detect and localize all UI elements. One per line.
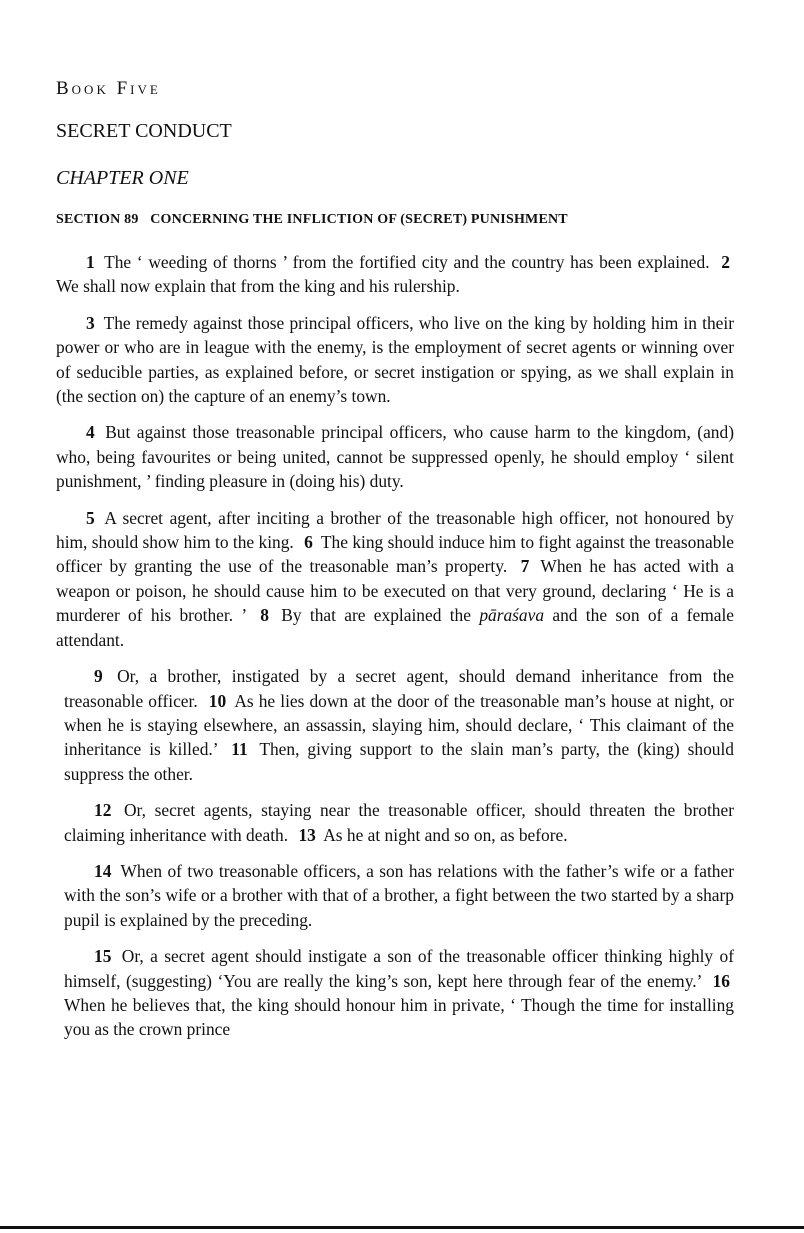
sentence-text: When he believes that, the king should honour him in private, ‘ Though the time for installing you as the crown prince bbox=[64, 994, 734, 1040]
paragraph bbox=[64, 944, 734, 1042]
sentence-number: 12 bbox=[94, 800, 112, 821]
paragraph bbox=[56, 311, 734, 409]
sentence-number: 11 bbox=[231, 739, 248, 760]
bottom-rule bbox=[0, 1226, 804, 1229]
paragraph bbox=[64, 664, 734, 786]
sentence-text: A secret agent, after inciting a brother of the treasonable high officer, not honoured by him, should show him to the king. bbox=[56, 507, 735, 553]
sentence-number: 15 bbox=[94, 946, 112, 967]
sentence-number: 9 bbox=[94, 666, 103, 687]
sentence-text: When he has acted with a weapon or poison, he should cause him to be executed on that very ground, declaring ‘ He is a murderer of his brother. ’ bbox=[56, 556, 734, 626]
sentence-number: 8 bbox=[260, 605, 269, 626]
part-heading: SECRET CONDUCT bbox=[56, 120, 232, 142]
sentence-text: When of two treasonable officers, a son has relations with the father’s wife or a father with the son’s wife or a brother with that of a brother, a fight between the two started by a sharp pupil is explained by the preceding. bbox=[64, 860, 734, 930]
sentence-number: 1 bbox=[86, 252, 95, 272]
sentence-text: We shall now explain that from the king and his rulership. bbox=[56, 276, 460, 297]
sentence-text: Or, secret agents, staying near the treasonable officer, should threaten the brother claiming inheritance with death. bbox=[64, 800, 734, 845]
sentence-number: 4 bbox=[86, 422, 95, 443]
sentence-number: 16 bbox=[712, 970, 730, 991]
sentence-number: 13 bbox=[298, 824, 316, 845]
paragraph bbox=[64, 798, 734, 847]
sentence-text: As he lies down at the door of the treasonable man’s house at night, or when he is staying elsewhere, an assassin, slaying him, should declare, ‘ This claimant of the inheritance is killed.’ bbox=[64, 690, 734, 760]
sentence-text-continued: and the son of a female attendant. bbox=[56, 605, 734, 650]
sentence-number: 3 bbox=[86, 312, 95, 333]
italic-term: pāraśava bbox=[479, 605, 545, 626]
sentence-text: By that are explained the bbox=[281, 605, 471, 626]
section-number: SECTION 89 bbox=[56, 212, 139, 227]
paragraph bbox=[56, 250, 734, 299]
sentence-text: As he at night and so on, as before. bbox=[323, 824, 568, 845]
sentence-number: 10 bbox=[208, 690, 227, 711]
section-heading bbox=[56, 212, 734, 228]
sentence-text: The ‘ weeding of thorns ’ from the fortified city and the country has been explained. bbox=[104, 252, 710, 272]
chapter-heading: CHAPTER ONE bbox=[56, 167, 189, 189]
sentence-number: 14 bbox=[94, 860, 112, 881]
paragraph bbox=[64, 859, 734, 932]
sentence-text: But against those treasonable principal officers, who cause harm to the kingdom, (and) who, being favourites or being united, cannot be suppressed openly, he should employ ‘ silent punishment, ’ finding pleasure in (doing his) duty. bbox=[56, 422, 734, 492]
sentence-text: Or, a secret agent should instigate a son of the treasonable officer thinking highly of himself, (suggesting) ‘You are really the king’s son, kept here through fear of the enemy.’ bbox=[64, 946, 734, 991]
sentence-number: 6 bbox=[304, 532, 313, 553]
sentence-number: 5 bbox=[86, 507, 95, 528]
sentence-number: 7 bbox=[520, 556, 530, 577]
sentence-text: The remedy against those principal officers, who live on the king by holding him in their power or who are in league with the enemy, is the employment of secret agents or winning over of seducible parties, as explained before, or secret instigation or spying, as we shall explain in (the section on) the capture of an enemy’s town. bbox=[56, 312, 734, 407]
paragraphs bbox=[56, 250, 734, 1042]
sentence-text: Then, giving support to the slain man’s party, the (king) should suppress the other. bbox=[64, 739, 734, 784]
book-heading: Book Five bbox=[56, 78, 161, 99]
paragraph bbox=[56, 420, 734, 493]
paragraph bbox=[56, 506, 734, 652]
sentence-number: 2 bbox=[721, 252, 730, 272]
section-title: CONCERNING THE INFLICTION OF (SECRET) PUNISHMENT bbox=[150, 212, 568, 227]
page-body bbox=[56, 78, 734, 1054]
sentence-text: Or, a brother, instigated by a secret agent, should demand inheritance from the treasonable officer. bbox=[64, 666, 734, 711]
sentence-text: The king should induce him to fight against the treasonable officer by granting the use of the treasonable man’s property. bbox=[56, 532, 734, 577]
